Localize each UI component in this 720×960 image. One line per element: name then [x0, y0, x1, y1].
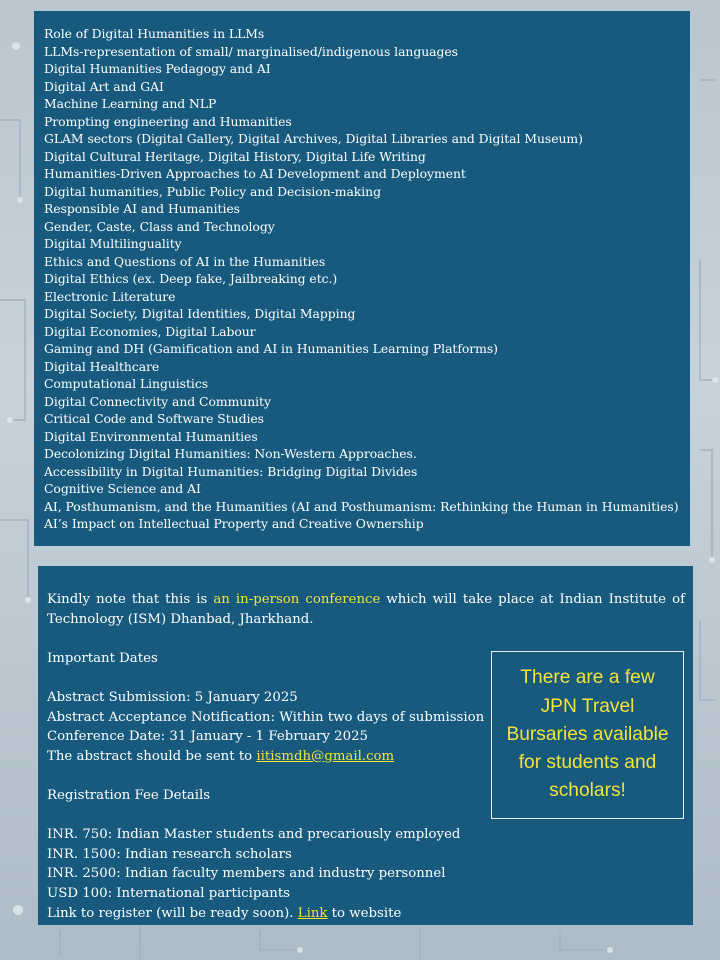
registration-fee-heading: Registration Fee Details: [47, 787, 211, 803]
topic-item: LLMs-representation of small/ marginalised/indigenous languages: [44, 43, 458, 59]
topic-item: Machine Learning and NLP: [44, 96, 217, 111]
fee-item: INR. 750: Indian Master students and precariously employed: [47, 827, 461, 843]
topic-item: Digital Cultural Heritage, Digital History, Digital Life Writing: [44, 148, 426, 164]
topic-item: AI’s Impact on Intellectual Property and Creative Ownership: [44, 516, 424, 531]
topic-item: Digital Humanities Pedagogy and AI: [44, 61, 271, 76]
topic-item: Digital Ethics (ex. Deep fake, Jailbreaking etc.): [44, 271, 338, 286]
fees-list: [47, 825, 684, 903]
topics-list: [44, 25, 680, 533]
acceptance-notification: Abstract Acceptance Notification: Within two days of submission: [47, 709, 485, 725]
register-suffix: to website: [327, 905, 402, 921]
topic-item: Digital Healthcare: [44, 358, 160, 374]
important-dates-heading: Important Dates: [47, 650, 158, 666]
topic-item: Computational Linguistics: [44, 376, 209, 391]
topic-item: Cognitive Science and AI: [44, 481, 201, 496]
topic-item: Digital Art and GAI: [44, 78, 164, 94]
topic-item: Digital Society, Digital Identities, Digital Mapping: [44, 306, 356, 321]
topic-item: Humanities-Driven Approaches to AI Development and Deployment: [44, 166, 466, 181]
topic-item: Decolonizing Digital Humanities: Non-Western Approaches.: [44, 446, 417, 461]
topic-item: Digital Economies, Digital Labour: [44, 323, 256, 339]
abstract-submission-date: Abstract Submission: 5 January 2025: [47, 689, 298, 705]
topic-item: Digital Multilinguality: [44, 236, 182, 251]
fee-item: INR. 1500: Indian research scholars: [47, 846, 292, 862]
topics-panel: [34, 11, 690, 546]
topic-item: Prompting engineering and Humanities: [44, 113, 292, 129]
bursary-notice: [491, 651, 684, 819]
register-line: [47, 904, 684, 924]
topic-item: Accessibility in Digital Humanities: Bridging Digital Divides: [44, 463, 418, 479]
topic-item: Critical Code and Software Studies: [44, 411, 264, 426]
topic-item: GLAM sectors (Digital Gallery, Digital Archives, Digital Libraries and Digital Museum): [44, 131, 583, 146]
email-link[interactable]: iitismdh@gmail.com: [256, 748, 395, 764]
topic-item: Digital Connectivity and Community: [44, 393, 271, 409]
bursary-text: There are a few JPN Travel Bursaries available for students and scholars!: [506, 667, 669, 802]
intro-paragraph: [47, 590, 685, 629]
fee-item: USD 100: International participants: [47, 885, 290, 901]
email-prefix: The abstract should be sent to: [47, 748, 257, 764]
topic-item: Digital Environmental Humanities: [44, 428, 258, 444]
intro-text-start: Kindly note that this is: [47, 592, 214, 607]
register-prefix: Link to register (will be ready soon).: [47, 905, 298, 921]
topic-item: Gender, Caste, Class and Technology: [44, 218, 275, 234]
topic-item: Digital humanities, Public Policy and Decision-making: [44, 183, 381, 199]
intro-text-end: which will take place at Indian Institute of Technology (ISM) Dhanbad, Jharkhand.: [47, 592, 685, 627]
topic-item: Gaming and DH (Gamification and AI in Humanities Learning Platforms): [44, 341, 498, 356]
conference-date: Conference Date: 31 January - 1 February 2025: [47, 729, 368, 745]
topic-item: Responsible AI and Humanities: [44, 201, 240, 216]
topic-item: Role of Digital Humanities in LLMs: [44, 26, 265, 41]
in-person-highlight: an in-person conference: [213, 592, 381, 607]
topic-item: Electronic Literature: [44, 288, 176, 304]
topic-item: Ethics and Questions of AI in the Humanities: [44, 253, 326, 269]
register-link[interactable]: Link: [297, 905, 328, 921]
fee-item: INR. 2500: Indian faculty members and industry personnel: [47, 866, 446, 882]
topic-item: AI, Posthumanism, and the Humanities (AI and Posthumanism: Rethinking the Human in Humanities): [44, 498, 679, 514]
